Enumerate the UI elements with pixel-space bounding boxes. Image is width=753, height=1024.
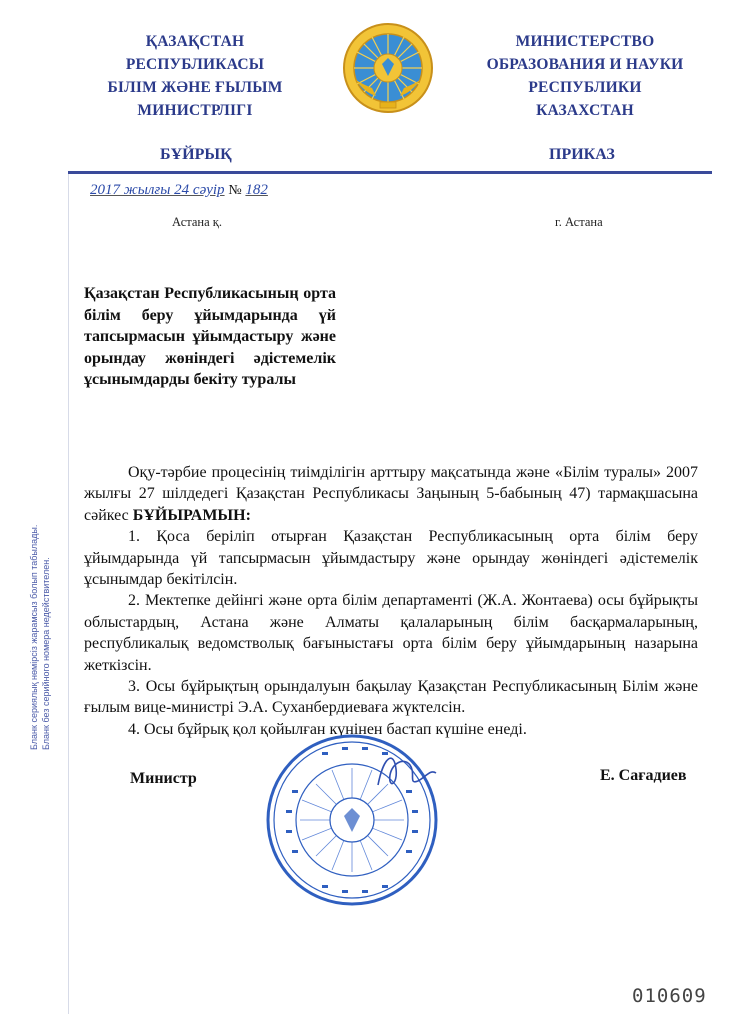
signer-name: Е. Сағадиев bbox=[600, 767, 687, 784]
ministry-kz-line: РЕСПУБЛИКАСЫ bbox=[125, 56, 265, 73]
handwritten-date: 2017 жылғы 24 сәуір bbox=[90, 182, 225, 198]
state-emblem-icon bbox=[342, 22, 434, 114]
city-ru: г. Астана bbox=[555, 215, 603, 229]
signer-position: Министр bbox=[130, 770, 197, 787]
ministry-kz-line: ҚАЗАҚСТАН bbox=[145, 33, 245, 50]
document-title: Қазақстан Республикасының орта білім беру ұйымдарында үй тапсырмасын ұйымдастыру және орындау жөніндегі әдістемелік ұсынымдарды бекіту туралы bbox=[84, 285, 336, 388]
order-label-ru: ПРИКАЗ bbox=[549, 146, 615, 163]
ministry-ru-line: РЕСПУБЛИКИ bbox=[528, 79, 642, 96]
intro-text: Оқу-тәрбие процесінің тиімділігін арттыру мақсатында және «Білім туралы» 2007 жылғы 27 шілдедегі Қазақстан Республикасы Заңының 5-бабының 47) тармақшасына сәйкес bbox=[84, 464, 698, 524]
document-body bbox=[84, 462, 698, 740]
ministry-name-ru bbox=[470, 30, 700, 122]
number-sign: № bbox=[228, 183, 242, 198]
ministry-ru-line: КАЗАХСТАН bbox=[536, 102, 634, 119]
ministry-kz-line: МИНИСТРЛІГІ bbox=[137, 102, 253, 119]
side-note-line-kz: Бланк сериялық нөмірсіз жарамсыз болып табылады. bbox=[29, 524, 39, 750]
city-kz: Астана қ. bbox=[172, 215, 222, 229]
body-paragraph-2: 2. Мектепке дейінгі және орта білім департаменті (Ж.А. Жонтаева) осы бұйрықты облыстардың, Астана және Алматы қалаларының білім басқармаларының, республикалық ведомстволық бағыныстағы орта білім беру ұйымдарының назарына жеткізсін. bbox=[84, 592, 698, 674]
blank-validity-note bbox=[28, 490, 68, 750]
ministry-ru-line: МИНИСТЕРСТВО bbox=[515, 33, 655, 50]
handwritten-number: 182 bbox=[245, 182, 268, 198]
side-note-line-ru: Бланк без серийного номера недействителен. bbox=[41, 557, 51, 750]
body-paragraph-3: 3. Осы бұйрықтың орындалуын бақылау Қазақстан Республикасының Білім және ғылым вице-министрі Э.А. Суханбердиеваға жүктелсін. bbox=[84, 678, 698, 717]
header-divider bbox=[68, 171, 712, 174]
order-label-kz: БҰЙРЫҚ bbox=[160, 146, 232, 163]
ministry-kz-line: БІЛІМ ЖӘНЕ ҒЫЛЫМ bbox=[107, 79, 283, 96]
signature-scribble-icon bbox=[370, 745, 440, 795]
body-paragraph-4: 4. Осы бұйрық қол қойылған күнінен бастап күшіне енеді. bbox=[128, 720, 527, 738]
order-command: БҰЙЫРАМЫН: bbox=[132, 506, 251, 524]
ministry-name-kz bbox=[95, 30, 295, 122]
body-paragraph-1: 1. Қоса беріліп отырған Қазақстан Республикасының орта білім беру ұйымдарында үй тапсырмасын ұйымдастыру және орындау жөніндегі әдістемелік ұсынымдар бекітілсін. bbox=[84, 528, 698, 589]
issue-date-number bbox=[90, 182, 268, 199]
ministry-ru-line: ОБРАЗОВАНИЯ И НАУКИ bbox=[486, 56, 684, 73]
margin-line bbox=[68, 174, 69, 1014]
serial-number: 010609 bbox=[632, 985, 707, 1007]
body-intro bbox=[84, 462, 698, 526]
